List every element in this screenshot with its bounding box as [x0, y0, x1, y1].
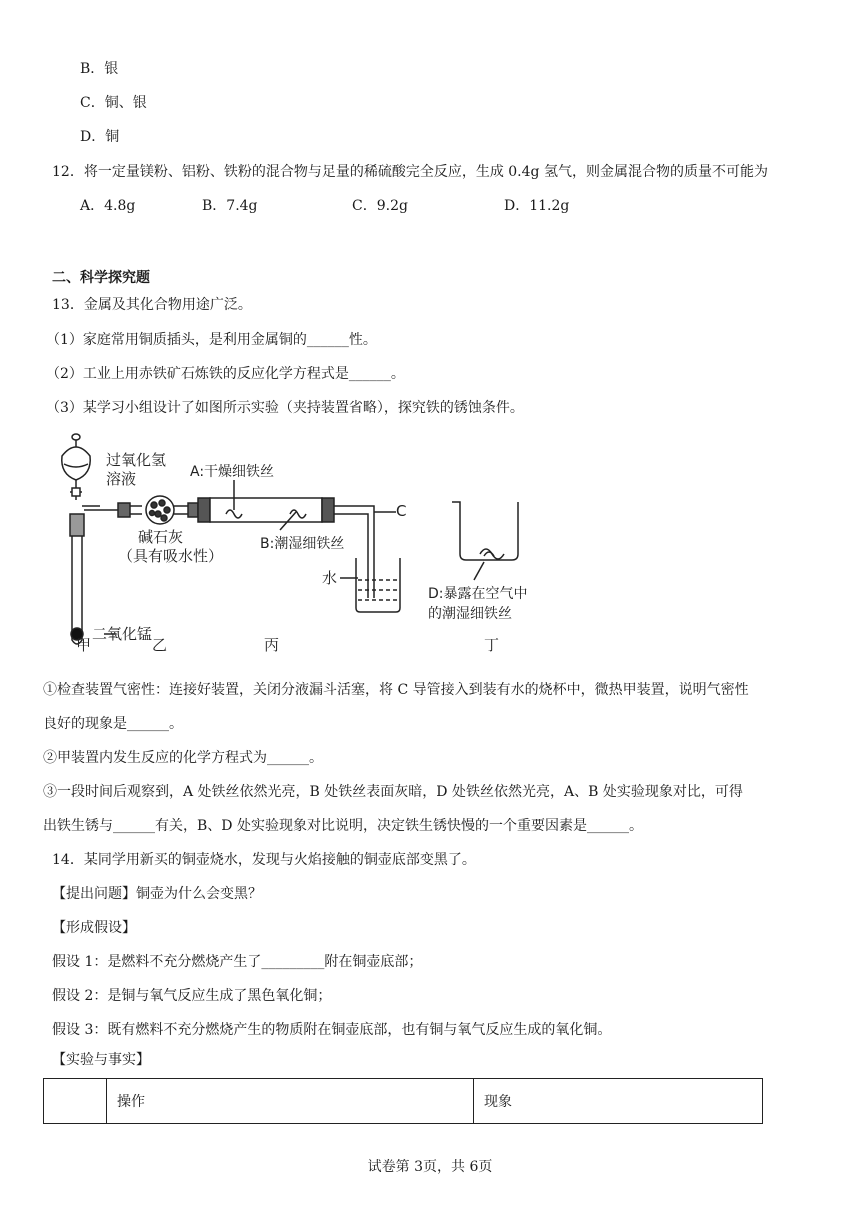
q13-step1-line1: ①检查装置气密性：连接好装置，关闭分液漏斗活塞，将 C 导管接入到装有水的烧杯中，微热甲装置，说明气密性 — [43, 682, 749, 698]
option-c: C．铜、银 — [80, 95, 147, 111]
label-b: B:潮湿细铁丝 — [260, 536, 345, 552]
label-ding: 丁 — [484, 636, 500, 654]
q12-option-c: C．9.2g — [352, 198, 408, 214]
q12-option-a: A．4.8g — [80, 198, 136, 214]
q14-experiment-title: 【实验与事实】 — [52, 1052, 150, 1068]
label-d-line2: 的潮湿细铁丝 — [428, 606, 512, 622]
table-row — [44, 1079, 763, 1124]
q13-step3-line2: 出铁生锈与______有关，B、D 处实验现象对比说明，决定铁生锈快慢的一个重要因素是______。 — [43, 818, 643, 834]
table-header-phenomenon: 现象 — [474, 1079, 763, 1124]
table-header-operation: 操作 — [107, 1079, 474, 1124]
label-lime: 碱石灰 — [138, 528, 184, 546]
table-header-blank — [44, 1079, 107, 1124]
label-mno2: 二氧化锰 — [92, 625, 153, 643]
q12-option-b: B．7.4g — [202, 198, 258, 214]
question-12-options — [80, 196, 780, 216]
question-12-stem: 12．将一定量镁粉、铝粉、铁粉的混合物与足量的稀硫酸完全反应，生成 0.4g 氢气，则金属混合物的质量不可能为 — [52, 164, 768, 180]
option-d: D．铜 — [80, 129, 120, 145]
question-14-stem: 14．某同学用新买的铜壶烧水，发现与火焰接触的铜壶底部变黑了。 — [52, 852, 476, 868]
question-13-stem: 13．金属及其化合物用途广泛。 — [52, 297, 252, 313]
section-title: 二、科学探究题 — [52, 270, 150, 286]
page-footer: 试卷第 3页，共 6页 — [367, 1159, 493, 1175]
q14-hypothesis-2: 假设 2：是铜与氧气反应生成了黑色氧化铜； — [52, 988, 332, 1004]
label-bing: 丙 — [264, 636, 280, 654]
q13-step2: ②甲装置内发生反应的化学方程式为______。 — [43, 750, 323, 766]
label-d-line1: D:暴露在空气中 — [428, 586, 528, 602]
q13-part-3: （3）某学习小组设计了如图所示实验（夹持装置省略），探究铁的锈蚀条件。 — [46, 400, 524, 416]
experiment-table — [43, 1078, 763, 1124]
q14-hypothesis-1: 假设 1：是燃料不充分燃烧产生了_________附在铜壶底部； — [52, 954, 423, 970]
experiment-figure — [40, 430, 580, 660]
option-b: B．银 — [80, 61, 119, 77]
q13-step1-line2: 良好的现象是______。 — [43, 716, 183, 732]
label-jia: 甲 — [76, 636, 92, 654]
label-c: C — [396, 502, 407, 520]
label-water: 水 — [322, 569, 338, 587]
label-lime-note: （具有吸水性） — [118, 547, 224, 565]
label-h2o2: 过氧化氢 — [106, 451, 167, 469]
q13-part-1: （1）家庭常用铜质插头，是利用金属铜的______性。 — [46, 332, 377, 348]
q12-option-d: D．11.2g — [504, 198, 570, 214]
q14-question: 【提出问题】铜壶为什么会变黑？ — [52, 886, 262, 902]
q13-part-2: （2）工业上用赤铁矿石炼铁的反应化学方程式是______。 — [46, 366, 405, 382]
q13-step3-line1: ③一段时间后观察到，A 处铁丝依然光亮，B 处铁丝表面灰暗，D 处铁丝依然光亮，A、B 处实验现象对比，可得 — [43, 784, 743, 800]
label-yi: 乙 — [152, 636, 168, 654]
label-h2o2-solution: 溶液 — [106, 470, 137, 488]
q14-hypothesis-title: 【形成假设】 — [52, 920, 136, 936]
label-a: A:干燥细铁丝 — [190, 464, 275, 480]
q14-hypothesis-3: 假设 3：既有燃料不充分燃烧产生的物质附在铜壶底部，也有铜与氧气反应生成的氧化铜。 — [52, 1022, 612, 1038]
